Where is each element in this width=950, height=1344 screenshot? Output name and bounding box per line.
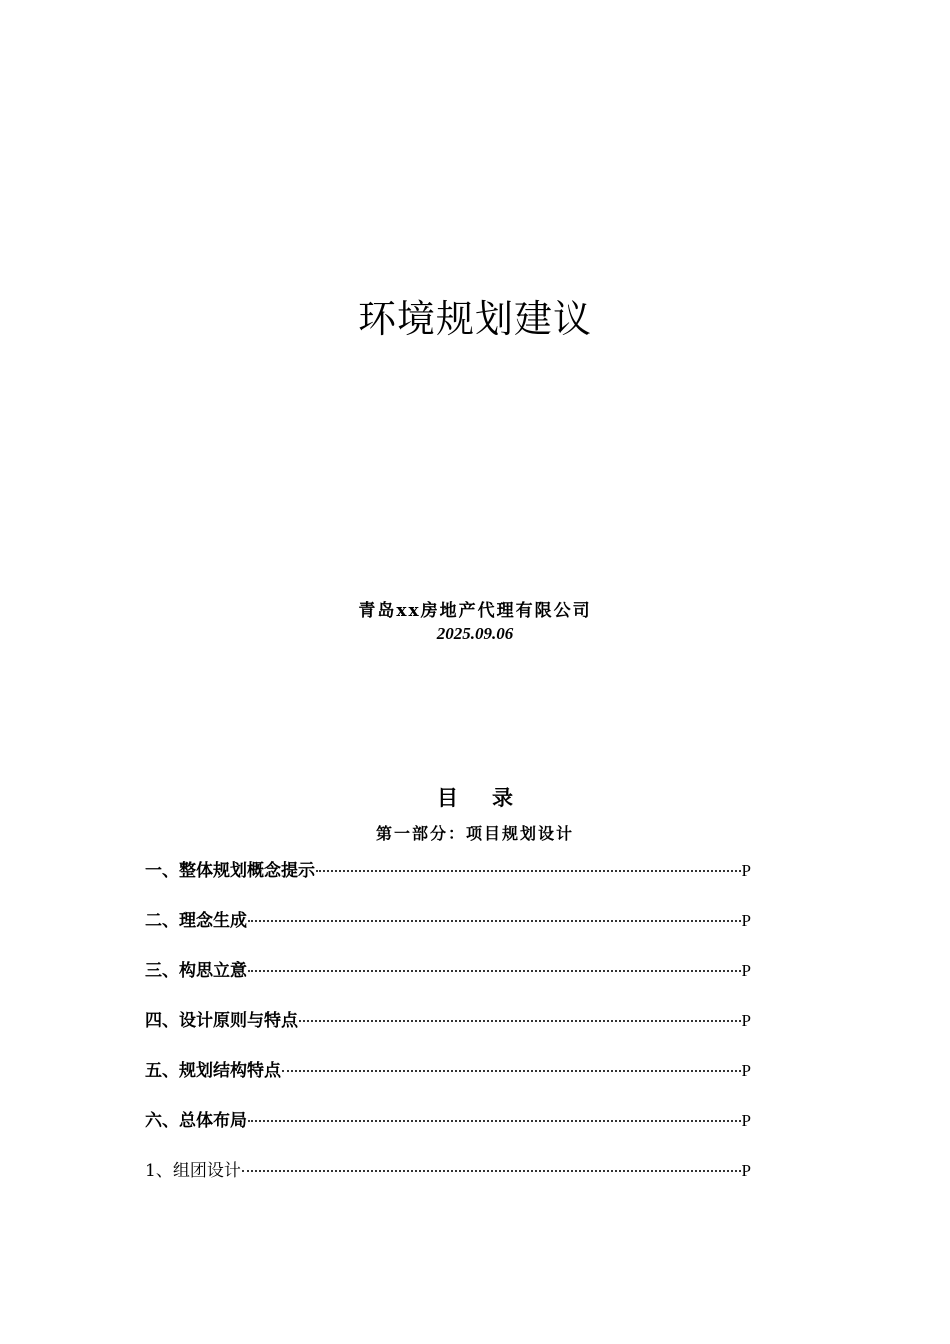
toc-leader bbox=[299, 1020, 741, 1022]
toc-item-label: 三、构思立意 bbox=[145, 961, 247, 981]
toc-item[interactable] bbox=[145, 1106, 751, 1156]
toc-item-page: P bbox=[741, 911, 751, 930]
document-title: 环境规划建议 bbox=[357, 297, 592, 341]
toc-item[interactable] bbox=[145, 856, 751, 906]
toc-list bbox=[145, 856, 751, 1206]
toc-heading-left: 目 bbox=[437, 785, 458, 810]
document-date: 2025.09.06 bbox=[436, 624, 514, 643]
toc-item-page: P bbox=[741, 861, 751, 880]
toc-item-label: 六、总体布局 bbox=[145, 1111, 247, 1131]
toc-item[interactable] bbox=[145, 906, 751, 956]
toc-heading bbox=[0, 782, 950, 812]
toc-item[interactable] bbox=[145, 1006, 751, 1056]
toc-item-label: 一、整体规划概念提示 bbox=[145, 861, 315, 881]
toc-item-page: P bbox=[741, 1061, 751, 1080]
toc-part-title: 第一部分：项目规划设计 bbox=[375, 824, 574, 843]
toc-item-label: 二、理念生成 bbox=[145, 911, 247, 931]
toc-leader bbox=[242, 1170, 741, 1172]
toc-leader bbox=[282, 1070, 741, 1072]
toc-item[interactable] bbox=[145, 1056, 751, 1106]
toc-item[interactable] bbox=[145, 956, 751, 1006]
toc-heading-right: 录 bbox=[492, 785, 513, 810]
toc-item-page: P bbox=[741, 1111, 751, 1130]
company-name: 青岛xx房地产代理有限公司 bbox=[358, 601, 592, 621]
toc-item-label: 四、设计原则与特点 bbox=[145, 1011, 298, 1031]
toc-item-label: 五、规划结构特点 bbox=[145, 1061, 281, 1081]
toc-leader bbox=[316, 870, 741, 872]
toc-item-page: P bbox=[741, 1011, 751, 1030]
toc-leader bbox=[248, 1120, 741, 1122]
toc-item-label: 1、组团设计 bbox=[145, 1161, 241, 1181]
toc-leader bbox=[248, 970, 741, 972]
toc-item-page: P bbox=[741, 1161, 751, 1180]
toc-item[interactable] bbox=[145, 1156, 751, 1206]
toc-leader bbox=[248, 920, 741, 922]
toc-item-page: P bbox=[741, 961, 751, 980]
